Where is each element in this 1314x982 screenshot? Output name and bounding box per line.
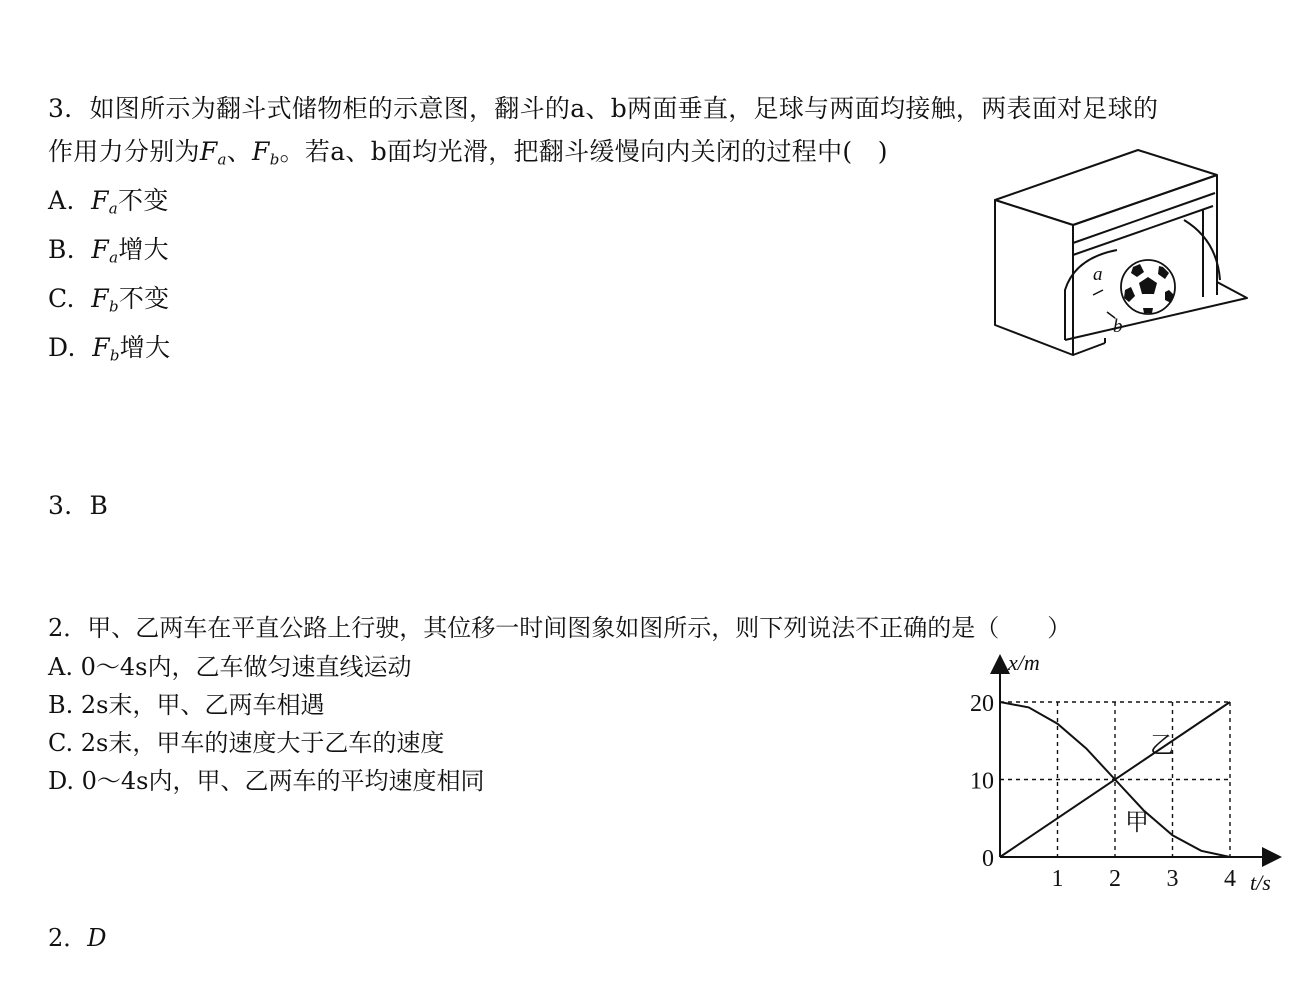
- q3-stem-line1: 3．如图所示为翻斗式储物柜的示意图，翻斗的a、b两面垂直，足球与两面均接触，两表面对足球的: [48, 94, 1159, 123]
- cabinet-figure: [985, 140, 1255, 365]
- option-letter: D.: [48, 333, 76, 362]
- xt-chart: [950, 650, 1290, 900]
- q3-option-c: [48, 286, 169, 315]
- force-subscript: a: [109, 248, 119, 267]
- q2-option-d: D. 0～4s内，甲、乙两车的平均速度相同: [48, 767, 485, 795]
- x-tick-1: 1: [1051, 866, 1064, 892]
- y-tick-10: 10: [970, 768, 994, 795]
- option-letter: B.: [48, 235, 75, 264]
- q3-stem-suffix: 。若a、b面均光滑，把翻斗缓慢向内关闭的过程中( ): [279, 137, 888, 166]
- q3-option-d: [48, 335, 170, 364]
- q2-option-a: A. 0～4s内，乙车做匀速直线运动: [48, 653, 412, 681]
- option-text: 不变: [118, 284, 170, 313]
- x-tick-3: 3: [1166, 866, 1179, 892]
- q3-option-b: [48, 237, 169, 266]
- y-tick-20: 20: [970, 691, 994, 717]
- y-axis-label: x/m: [1008, 650, 1040, 675]
- option-text: 增大: [119, 333, 171, 362]
- answer-letter: D: [87, 924, 107, 952]
- answer-prefix: 2．: [48, 924, 88, 952]
- q3-answer: 3．B: [48, 491, 109, 520]
- separator: 、: [226, 137, 253, 166]
- q3-option-a: [48, 188, 169, 217]
- series-label-jia: 甲: [1125, 810, 1149, 836]
- series-label-yi: 乙: [1150, 733, 1174, 759]
- x-tick-4: 4: [1224, 866, 1236, 892]
- option-text: 不变: [118, 186, 169, 215]
- y-tick-0: 0: [982, 846, 994, 872]
- q3-stem-line2: [48, 139, 888, 168]
- force-symbol: F: [91, 235, 110, 264]
- soccer-ball-icon: [1121, 260, 1175, 314]
- face-a-label: a: [1093, 264, 1103, 285]
- force-subscript: b: [109, 346, 120, 365]
- tick-labels: [970, 691, 1236, 892]
- force-fb: $F_b$: [252, 137, 280, 169]
- option-letter: C.: [48, 284, 75, 313]
- force-symbol: F: [92, 333, 110, 362]
- q3-stem-prefix: 作用力分别为: [48, 137, 200, 166]
- x-axis-label: t/s: [1250, 870, 1271, 895]
- force-symbol: F: [91, 186, 109, 215]
- force-fa: $F_a$: [199, 137, 227, 169]
- q2-stem: 2．甲、乙两车在平直公路上行驶，其位移一时间图象如图所示，则下列说法不正确的是（ ）: [48, 614, 1072, 642]
- q2-option-b: B. 2s末，甲、乙两车相遇: [48, 691, 325, 719]
- option-text: 增大: [118, 235, 169, 264]
- x-tick-2: 2: [1109, 866, 1121, 892]
- cabinet-left-face: [995, 200, 1073, 355]
- q2-option-c: C. 2s末，甲车的速度大于乙车的速度: [48, 729, 445, 757]
- force-symbol: F: [91, 284, 109, 313]
- force-subscript: a: [108, 199, 119, 218]
- q2-answer: [48, 926, 107, 950]
- option-letter: A.: [48, 186, 75, 215]
- face-b-label: b: [1113, 316, 1123, 337]
- force-subscript: b: [108, 297, 119, 316]
